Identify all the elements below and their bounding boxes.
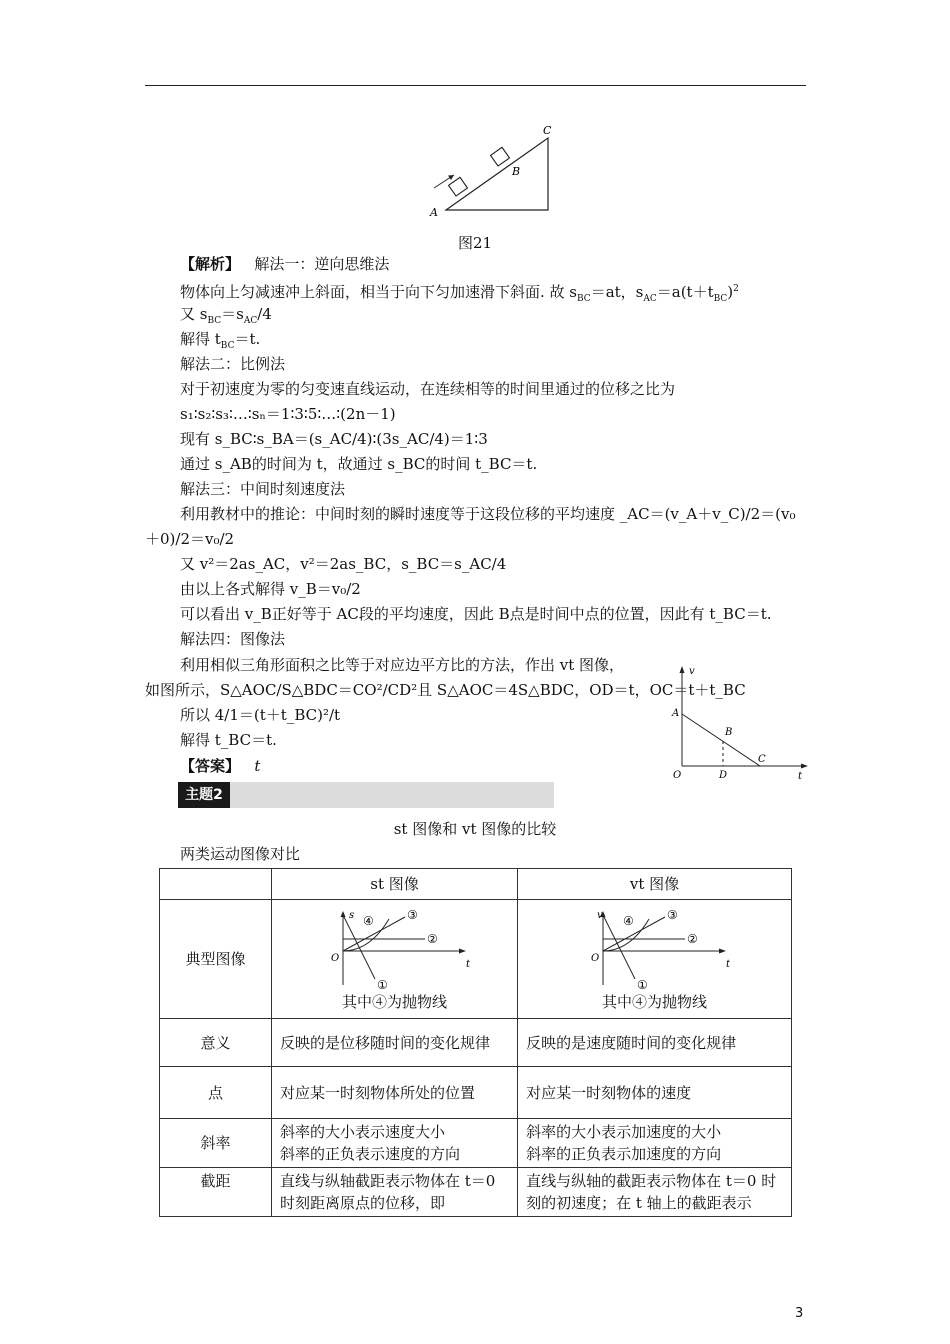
label-b: B	[512, 165, 521, 178]
svg-text:O: O	[330, 953, 339, 964]
answer-tag: 【答案】	[180, 757, 241, 775]
solution-line-8: 现有 s_BC∶s_BA＝(s_AC/4)∶(3s_AC/4)＝1∶3	[180, 430, 488, 448]
solution-line-9: 通过 s_AB的时间为 t，故通过 s_BC的时间 t_BC＝t.	[180, 455, 538, 473]
label-c: C	[543, 124, 552, 137]
svg-text:②: ②	[686, 932, 698, 946]
figure-caption: 图21	[457, 234, 493, 252]
svg-text:③: ③	[666, 908, 678, 922]
page-number: 3	[795, 1306, 804, 1321]
solution-line-20: 解得 t_BC＝t.	[180, 731, 277, 749]
comparison-table	[159, 868, 792, 1217]
solution-line-13: 又 v²＝2as_AC，v²＝2as_BC，s_BC＝s_AC/4	[180, 555, 507, 573]
solution-line-6: 对于初速度为零的匀变速直线运动，在连续相等的时间里通过的位移之比为	[180, 380, 676, 398]
header-rule	[145, 85, 806, 86]
answer-value: t	[254, 757, 261, 775]
vt-figure-cell	[518, 900, 792, 1019]
svg-text:③: ③	[406, 908, 418, 922]
svg-text:①: ①	[376, 978, 388, 992]
svg-text:①: ①	[636, 978, 648, 992]
header-st: st 图像	[272, 869, 518, 900]
row-label-point: 点	[160, 1067, 272, 1119]
header-empty	[160, 869, 272, 900]
svg-text:C: C	[758, 754, 766, 765]
svg-text:t: t	[798, 771, 803, 782]
st-graph	[315, 905, 475, 993]
st-point: 对应某一时刻物体所处的位置	[272, 1067, 518, 1119]
vt-table-graph	[575, 905, 735, 993]
vt-intercept: 直线与纵轴的截距表示物体在 t＝0 时刻的初速度；在 t 轴上的截距表示	[518, 1168, 792, 1217]
solution-line-12: ＋0)/2＝v₀/2	[145, 530, 235, 548]
vt-figure-caption: 其中④为抛物线	[602, 993, 708, 1011]
solution-line-14: 由以上各式解得 v_B＝v₀/2	[180, 580, 361, 598]
solution-line-3: 又 $s_{BC}=s_{AC}/4$	[180, 305, 272, 326]
svg-text:A: A	[672, 708, 680, 719]
header-vt: vt 图像	[518, 869, 792, 900]
st-intercept: 直线与纵轴截距表示物体在 t＝0 时刻距离原点的位移，即	[272, 1168, 518, 1217]
method-one-title: 解法一：逆向思维法	[254, 255, 390, 273]
label-a: A	[430, 206, 438, 219]
topic-bar	[178, 782, 554, 808]
section-intro: 两类运动图像对比	[180, 845, 301, 863]
vt-meaning: 反映的是速度随时间的变化规律	[518, 1019, 792, 1067]
svg-text:O: O	[673, 770, 682, 781]
answer-line	[180, 756, 260, 776]
svg-text:④: ④	[622, 914, 634, 928]
svg-text:B: B	[725, 727, 733, 738]
method-four-title: 解法四：图像法	[180, 630, 286, 648]
row-label-meaning: 意义	[160, 1019, 272, 1067]
st-figure-cell	[272, 900, 518, 1019]
solution-line-17: 利用相似三角形面积之比等于对应边平方比的方法，作出 vt 图像，	[180, 656, 625, 674]
st-meaning: 反映的是位移随时间的变化规律	[272, 1019, 518, 1067]
analysis-tag: 【解析】	[180, 255, 241, 273]
vt-point: 对应某一时刻物体的速度	[518, 1067, 792, 1119]
row-label-intercept: 截距	[160, 1168, 272, 1217]
section-title: st 图像和 vt 图像的比较	[393, 820, 557, 838]
svg-text:②: ②	[426, 932, 438, 946]
solution-line-4: 解得 $t_{BC}=t$.	[180, 330, 261, 351]
svg-text:t: t	[465, 959, 470, 970]
solution-line-2: 物体向上匀减速冲上斜面，相当于向下匀加速滑下斜面. 故 $s_{BC}=at$，$s_{AC}=a(t+t_{BC})^2$	[180, 283, 739, 304]
svg-text:v: v	[689, 666, 695, 677]
solution-line-1	[180, 254, 389, 274]
vt-slope: 斜率的大小表示加速度的大小 斜率的正负表示加速度的方向	[518, 1119, 792, 1168]
svg-text:O: O	[590, 953, 599, 964]
solution-line-11: 利用教材中的推论：中间时刻的瞬时速度等于这段位移的平均速度 _AC＝(v_A＋v_C)/2＝(v₀	[180, 505, 796, 523]
st-figure-caption: 其中④为抛物线	[342, 993, 448, 1011]
method-three-title: 解法三：中间时刻速度法	[180, 480, 346, 498]
solution-line-15: 可以看出 v_B正好等于 AC段的平均速度，因此 B点是时间中点的位置，因此有 t_BC＝t.	[180, 605, 772, 623]
svg-text:D: D	[719, 770, 728, 781]
incline-figure	[420, 120, 560, 220]
solution-line-7: s₁∶s₂∶s₃∶…∶sₙ＝1∶3∶5∶…∶(2n－1)	[180, 405, 396, 423]
st-slope: 斜率的大小表示速度大小 斜率的正负表示速度的方向	[272, 1119, 518, 1168]
row-label-figure: 典型图像	[160, 900, 272, 1019]
svg-text:④: ④	[362, 914, 374, 928]
vt-graph	[668, 662, 818, 782]
svg-text:s: s	[348, 910, 354, 921]
topic-label: 主题2	[178, 782, 230, 808]
method-two-title: 解法二：比例法	[180, 355, 286, 373]
row-label-slope: 斜率	[160, 1119, 272, 1168]
solution-line-18: 如图所示，S△AOC/S△BDC＝CO²/CD²且 S△AOC＝4S△BDC，OD＝t，OC＝t＋t_BC	[145, 681, 746, 699]
svg-text:t: t	[725, 959, 730, 970]
solution-line-19: 所以 4/1＝(t＋t_BC)²/t	[180, 706, 341, 724]
svg-text:v: v	[596, 910, 603, 921]
